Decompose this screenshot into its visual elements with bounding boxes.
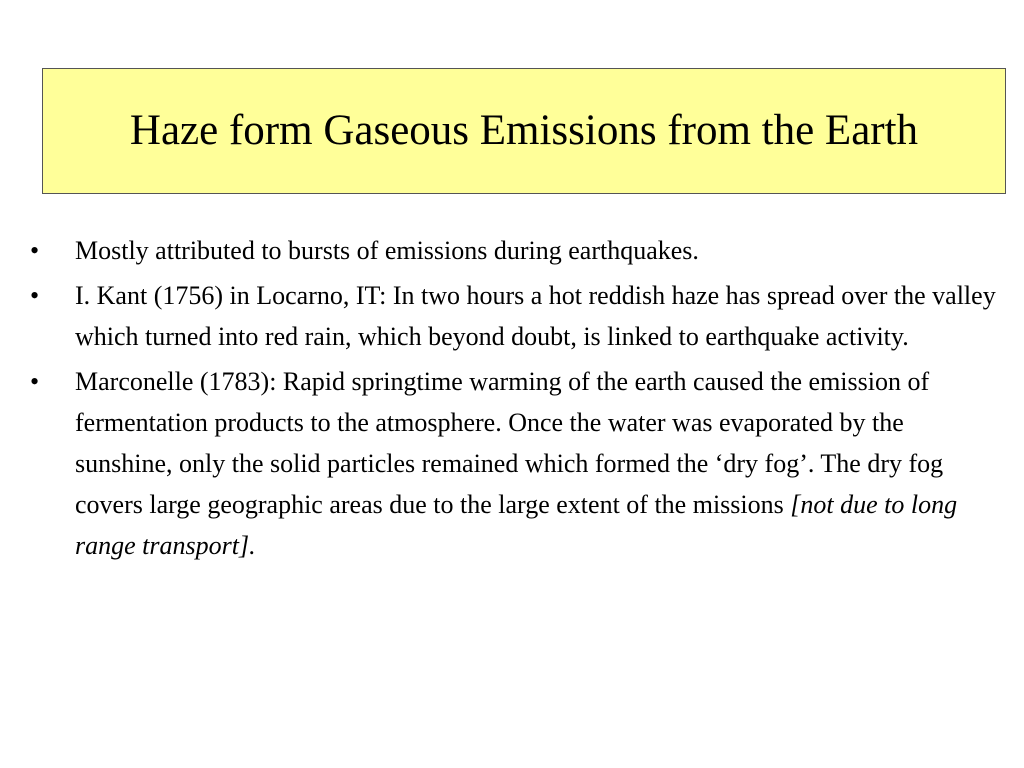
bullet-dot-icon: •	[30, 281, 40, 310]
bullet-text: I. Kant (1756) in Locarno, IT: In two hours a hot reddish haze has spread over the valley which turned into red rain, which beyond doubt, is linked to earthquake activity.	[75, 281, 996, 351]
bullet-item-1	[30, 230, 1000, 271]
bullet-text: Marconelle (1783): Rapid springtime warming of the earth caused the emission of fermentation products to the atmosphere. Once the water was evaporated by the sunshine, only the solid particles remained which formed the ‘dry fog’. The dry fog covers large geographic areas due to the large extent of the missions	[75, 367, 944, 519]
slide-title: Haze form Gaseous Emissions from the Earth	[129, 107, 919, 155]
bullet-dot-icon: •	[30, 367, 40, 396]
bullet-dot-icon: •	[30, 236, 40, 265]
title-box	[42, 68, 1006, 194]
bullet-italic-text: [not due to long range transport].	[75, 490, 958, 560]
bullet-list	[30, 230, 1000, 570]
bullet-text: Mostly attributed to bursts of emissions during earthquakes.	[75, 236, 699, 265]
bullet-item-3	[30, 361, 1000, 566]
bullet-item-2	[30, 275, 1000, 357]
